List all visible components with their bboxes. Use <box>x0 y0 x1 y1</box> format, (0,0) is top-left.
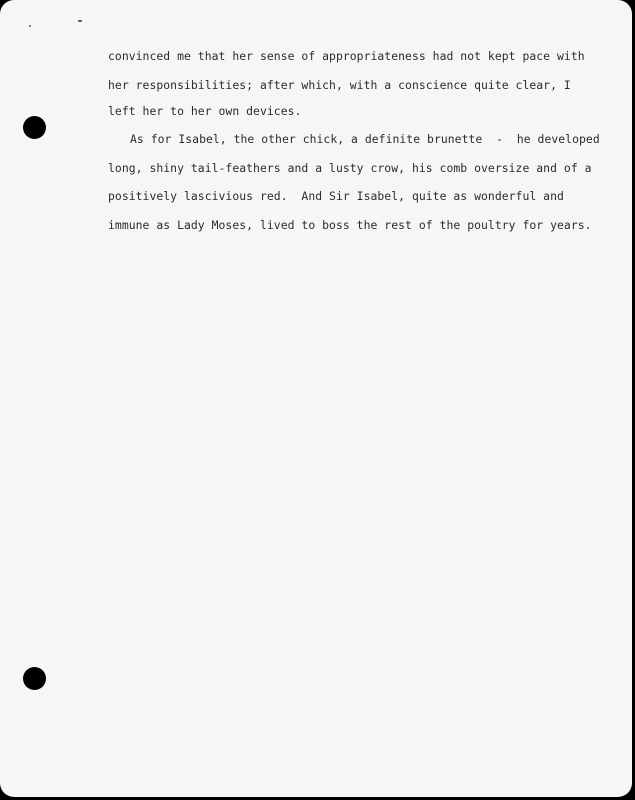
text-line: her responsibilities; after which, with a conscience quite clear, I <box>108 78 571 92</box>
text-line: immune as Lady Moses, lived to boss the rest of the poultry for years. <box>108 218 592 232</box>
text-line: long, shiny tail-feathers and a lusty crow, his comb oversize and of a <box>108 161 592 175</box>
text-line: convinced me that her sense of appropriateness had not kept pace with <box>108 49 585 63</box>
binder-hole-bottom <box>23 667 46 690</box>
stray-ink-mark <box>78 20 82 22</box>
text-line: positively lascivious red. And Sir Isabel, quite as wonderful and <box>108 189 564 203</box>
text-line: As for Isabel, the other chick, a definite brunette - he developed <box>130 132 600 146</box>
binder-hole-top <box>23 116 46 139</box>
stray-ink-mark <box>29 25 31 27</box>
text-line: left her to her own devices. <box>108 104 302 118</box>
